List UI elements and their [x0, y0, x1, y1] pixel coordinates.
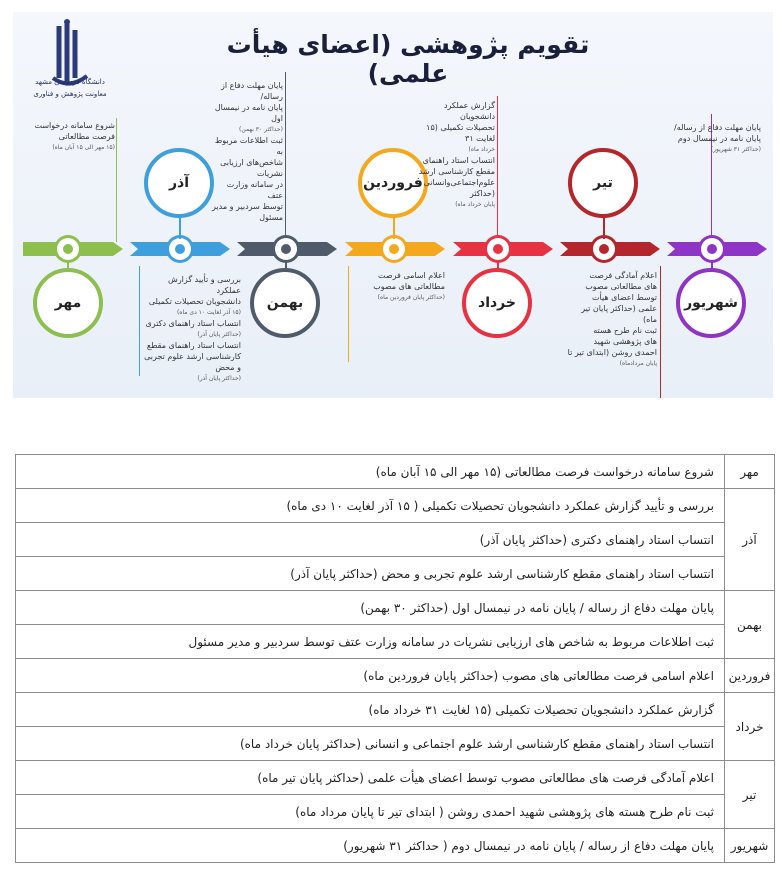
event-cell: انتساب استاد راهنمای دکتری (حداکثر پایان آذر): [16, 523, 725, 557]
event-cell: ثبت اطلاعات مربوط به شاخص های ارزیابی نشریات در سامانه وزارت عتف توسط سردبیر و مدیر مسئول: [16, 625, 725, 659]
logo-text-university: دانشگاه فردوسی مشهد: [35, 78, 105, 86]
month-ring-mehr: [33, 268, 103, 338]
event-cell: انتساب استاد راهنمای مقطع کارشناسی ارشد علوم تجربی و محض (حداکثر پایان آذر): [16, 557, 725, 591]
note-date: (۱۵ آذر لغایت ۱۰ دی ماه): [176, 309, 241, 316]
table-row: [16, 489, 775, 523]
event-cell: ثبت نام طرح هسته های پژوهشی شهید احمدی روشن ( ابتدای تیر تا پایان مرداد ماه): [16, 795, 725, 829]
note-date: خرداد ماه): [468, 146, 495, 153]
note-text: گزارش عملکرد دانشجویان: [443, 101, 495, 121]
note-date: پایان خرداد ماه): [455, 201, 495, 208]
note-text: بررسی و تأیید گزارش عملکرد: [168, 275, 241, 295]
connector-bahman-note: [285, 72, 286, 238]
event-cell: گزارش عملکرد دانشجویان تحصیلات تکمیلی (۱۵ لغایت ۳۱ خرداد ماه): [16, 693, 725, 727]
note-text: پایان نامه در نیمسال دوم: [677, 134, 761, 143]
note-text: مقطع کارشناسی ارشد: [418, 167, 495, 176]
month-ring-label: خرداد: [478, 295, 516, 311]
table-row: [16, 455, 775, 489]
month-cell: شهریور: [725, 829, 775, 863]
note-text: کارشناسی ارشد علوم تجربی: [144, 352, 241, 361]
month-ring-label: شهریور: [684, 295, 738, 311]
month-ring-bahman: [250, 268, 320, 338]
note-text: توسط سردبیر و مدیر: [211, 202, 283, 211]
event-cell: اعلام آمادگی فرصت های مطالعاتی مصوب توسط اعضای هیأت علمی (حداکثر پایان تیر ماه): [16, 761, 725, 795]
note-date: (حداکثر ۳۱ شهریور): [710, 146, 761, 153]
note-text: تحصیلات تکمیلی (۱۵ لغایت ۳۱: [426, 123, 495, 143]
note-text: شاخص‌های ارزیابی نشریات: [220, 158, 283, 178]
note-tir: [565, 270, 657, 369]
connector-tir: [603, 217, 605, 239]
note-text: ثبت اطلاعات مربوط به: [214, 136, 283, 156]
infographic-title: تقویم پژوهشی (اعضای هیأت علمی): [226, 30, 590, 88]
note-text: در سامانه وزارت عتف: [226, 180, 283, 200]
table-row: [16, 761, 775, 795]
note-text: علمی (حداکثر پایان تیر ماه): [581, 304, 657, 324]
note-date: (حداکثر پایان فروردین ماه): [377, 294, 445, 301]
note-bahman: [209, 80, 283, 223]
connector-azar: [179, 217, 181, 239]
note-date: پایان مردادماه): [619, 360, 657, 367]
note-text: انتساب استاد راهنمای: [422, 156, 495, 165]
month-ring-label: فروردین: [363, 175, 423, 191]
table-row: [16, 693, 775, 727]
connector-khordad-note: [497, 96, 498, 238]
timeline-dot-khordad: [487, 238, 509, 260]
month-cell: آذر: [725, 489, 775, 591]
month-ring-label: بهمن: [266, 295, 304, 311]
connector-mehr-note: [116, 118, 117, 242]
month-cell: بهمن: [725, 591, 775, 659]
note-text: اعلام آمادگی فرصت: [589, 271, 657, 280]
event-cell: انتساب استاد راهنمای مقطع کارشناسی ارشد علوم اجتماعی و انسانی (حداکثر پایان خرداد ماه): [16, 727, 725, 761]
note-date: (۱۵ مهر الی ۱۵ آبان ماه): [52, 144, 115, 151]
table-row: [16, 659, 775, 693]
month-cell: تیر: [725, 761, 775, 829]
table-row: [16, 591, 775, 625]
note-text: های مطالعاتی مصوب: [585, 282, 657, 291]
note-date: (حداکثر پایان آذر): [197, 331, 241, 338]
logo-text-deputy: معاونت پژوهش و فناوری: [33, 90, 107, 98]
event-cell: بررسی و تأیید گزارش عملکرد دانشجویان تحصیلات تکمیلی ( ۱۵ آذر لغایت ۱۰ دی ماه): [16, 489, 725, 523]
note-text: اعلام اسامی فرصت: [377, 271, 445, 280]
month-ring-label: آذر: [168, 175, 190, 191]
note-farvardin: [353, 270, 445, 303]
note-text: شروع سامانه درخواست: [34, 121, 115, 130]
note-text: انتساب استاد راهنمای دکتری: [145, 319, 241, 328]
month-ring-shahrivar: [676, 268, 746, 338]
timeline-dot-farvardin: [383, 238, 405, 260]
note-khordad: [415, 100, 495, 210]
timeline-dot-tir: [593, 238, 615, 260]
note-text: ثبت نام طرح هسته: [593, 326, 657, 335]
calendar-table: [15, 454, 775, 863]
note-bracket-azar: [139, 266, 140, 376]
event-cell: پایان مهلت دفاع از رساله / پایان نامه در نیمسال دوم ( حداکثر ۳۱ شهریور): [16, 829, 725, 863]
month-cell: خرداد: [725, 693, 775, 761]
note-shahrivar: [655, 122, 761, 155]
note-text: احمدی روشن (ابتدای تیر تا: [567, 348, 657, 357]
table-row: [16, 523, 775, 557]
note-text: مطالعاتی های مصوب: [373, 282, 445, 291]
table-row: [16, 829, 775, 863]
month-ring-label: مهر: [54, 295, 82, 311]
connector-farvardin: [393, 217, 395, 239]
month-cell: مهر: [725, 455, 775, 489]
note-text: های پژوهشی شهید: [593, 337, 657, 346]
note-azar: [143, 274, 241, 384]
event-cell: اعلام اسامی فرصت مطالعاتی های مصوب (حداکثر پایان فروردین ماه): [16, 659, 725, 693]
event-cell: شروع سامانه درخواست فرصت مطالعاتی (۱۵ مهر الی ۱۵ آبان ماه): [16, 455, 725, 489]
timeline-dot-shahrivar: [701, 238, 723, 260]
table-row: [16, 557, 775, 591]
note-text: انتساب استاد راهنمای مقطع: [146, 341, 241, 350]
note-date: (حداکثر پایان آذر): [197, 375, 241, 382]
month-ring-khordad: [462, 268, 532, 338]
note-text: دانشجویان تحصیلات تکمیلی: [148, 297, 241, 306]
timeline-dot-mehr: [57, 238, 79, 260]
calendar-infographic: [13, 12, 773, 398]
note-text: علوم‌اجتماعی‌وانسانی (حداکثر: [423, 178, 495, 198]
event-cell: پایان مهلت دفاع از رساله / پایان نامه در نیمسال اول (حداکثر ۳۰ بهمن): [16, 591, 725, 625]
month-ring-azar: [144, 148, 214, 218]
note-text: فرصت مطالعاتی: [58, 132, 115, 141]
note-text: مسئول: [259, 213, 283, 222]
note-text: پایان مهلت دفاع از رساله/: [674, 123, 761, 132]
table-row: [16, 795, 775, 829]
month-ring-tir: [568, 148, 638, 218]
note-text: پایان نامه در نیمسال اول: [214, 103, 283, 123]
table-row: [16, 727, 775, 761]
note-text: توسط اعضای هیأت: [592, 293, 657, 302]
note-text: پایان مهلت دفاع از رساله/: [221, 81, 283, 101]
note-text: و محض: [215, 363, 241, 372]
month-cell: فروردین: [725, 659, 775, 693]
note-date: (حداکثر ۳۰ بهمن): [239, 126, 283, 133]
month-ring-label: تیر: [593, 175, 613, 191]
table-row: [16, 625, 775, 659]
timeline-dot-azar: [169, 238, 191, 260]
note-mehr: [27, 120, 115, 153]
timeline-dot-bahman: [275, 238, 297, 260]
